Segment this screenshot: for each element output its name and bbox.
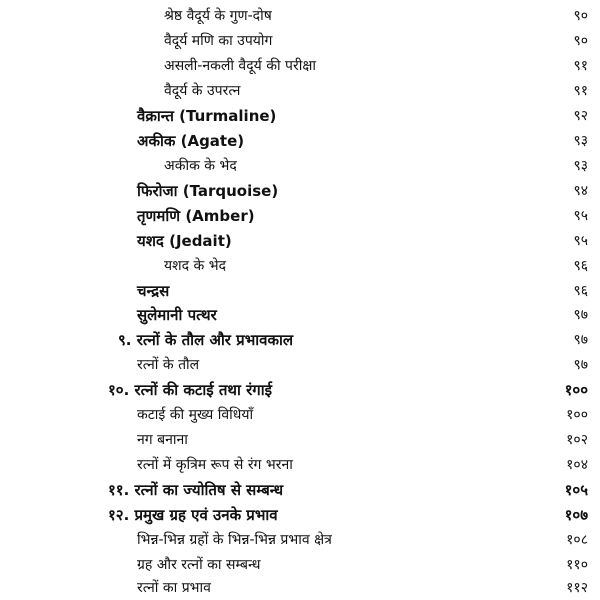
toc-entry-page: ९० xyxy=(573,8,588,24)
toc-entry-title: रत्नों का प्रभाव xyxy=(137,580,211,596)
toc-entry xyxy=(0,576,600,600)
toc-entry xyxy=(0,79,600,103)
toc-chapter xyxy=(0,328,600,352)
toc-entry xyxy=(0,553,600,577)
toc-entry-title: भिन्न-भिन्न ग्रहों के भिन्न-भिन्न प्रभाव क्षेत्र xyxy=(137,532,332,548)
toc-chapter-title: १२. प्रमुख ग्रह एवं उनके प्रभाव xyxy=(108,506,278,524)
toc-entry-page: ९२ xyxy=(573,108,588,124)
toc-entry xyxy=(0,29,600,53)
toc-entry-title: ग्रह और रत्नों का सम्बन्ध xyxy=(137,557,261,573)
toc-chapter xyxy=(0,378,600,402)
toc-chapter xyxy=(0,503,600,527)
toc-entry-title: सुलेमानी पत्थर xyxy=(137,306,217,324)
toc-entry-title: अकीक (Agate) xyxy=(137,132,245,150)
toc-entry-page: १०० xyxy=(566,407,588,423)
toc-entry-page: ९१ xyxy=(573,83,588,99)
toc-entry-page: ९७ xyxy=(573,357,588,373)
toc-entry xyxy=(0,129,600,153)
toc-entry xyxy=(0,453,600,477)
toc-entry xyxy=(0,54,600,78)
toc-entry-page: ९७ xyxy=(573,307,588,323)
toc-entry-page: ९० xyxy=(573,33,588,49)
toc-entry xyxy=(0,4,600,28)
toc-entry-title: रत्नों के तौल xyxy=(137,357,200,373)
toc-entry-page: ९६ xyxy=(573,283,588,299)
toc-entry-title: नग बनाना xyxy=(137,432,188,448)
toc-entry-page: १०८ xyxy=(566,532,588,548)
toc-entry-page: ११२ xyxy=(566,580,588,596)
toc-entry xyxy=(0,303,600,327)
toc-entry-page: ९५ xyxy=(573,208,588,224)
toc-entry xyxy=(0,353,600,377)
toc-entry-page: १०४ xyxy=(566,457,588,473)
toc-entry xyxy=(0,179,600,203)
toc-entry-page: ९३ xyxy=(573,158,588,174)
toc-entry-title: यशद (Jedait) xyxy=(137,232,232,250)
toc-entry-page: १०० xyxy=(564,381,588,399)
toc-entry-title: कटाई की मुख्य विधियाँ xyxy=(137,407,254,423)
toc-entry-title: श्रेष्ठ वैदूर्य के गुण-दोष xyxy=(164,8,272,24)
toc-entry-title: यशद के भेद xyxy=(164,258,227,274)
toc-entry xyxy=(0,428,600,452)
toc-entry-page: ११० xyxy=(566,557,588,573)
toc-entry xyxy=(0,279,600,303)
toc-entry-page: १०२ xyxy=(566,432,588,448)
toc-entry-title: तृणमणि (Amber) xyxy=(137,207,255,225)
toc-entry-title: वैदूर्य मणि का उपयोग xyxy=(164,33,273,49)
toc-chapter xyxy=(0,478,600,502)
toc-chapter-title: ९. रत्नों के तौल और प्रभावकाल xyxy=(118,331,294,349)
toc-entry-page: ९७ xyxy=(573,332,588,348)
toc-entry-title: अकीक के भेद xyxy=(164,158,237,174)
toc-entry-title: वैदूर्य के उपरत्न xyxy=(164,83,241,99)
toc-entry xyxy=(0,204,600,228)
toc-entry-title: चन्द्रस xyxy=(137,282,170,300)
toc-entry-page: ९४ xyxy=(573,183,588,199)
toc-entry xyxy=(0,104,600,128)
toc-entry xyxy=(0,254,600,278)
toc-entry xyxy=(0,154,600,178)
toc-entry-title: रत्नों में कृत्रिम रूप से रंग भरना xyxy=(137,457,293,473)
toc-chapter-title: १०. रत्नों की कटाई तथा रंगाई xyxy=(108,381,272,399)
toc-entry-title: फिरोजा (Tarquoise) xyxy=(137,182,279,200)
toc-chapter-title: ११. रत्नों का ज्योतिष से सम्बन्ध xyxy=(108,481,284,499)
toc-entry-title: वैक्रान्त (Turmaline) xyxy=(137,107,277,125)
toc-entry xyxy=(0,229,600,253)
toc-entry-page: ९६ xyxy=(573,258,588,274)
toc-entry-page: १०७ xyxy=(564,506,588,524)
toc-entry-title: असली-नकली वैदूर्य की परीक्षा xyxy=(164,58,317,74)
toc-entry-page: ९५ xyxy=(573,233,588,249)
toc-entry-page: ९१ xyxy=(573,58,588,74)
toc-entry xyxy=(0,528,600,552)
toc-entry-page: ९३ xyxy=(573,133,588,149)
toc-entry-page: १०५ xyxy=(564,481,588,499)
toc-entry xyxy=(0,403,600,427)
